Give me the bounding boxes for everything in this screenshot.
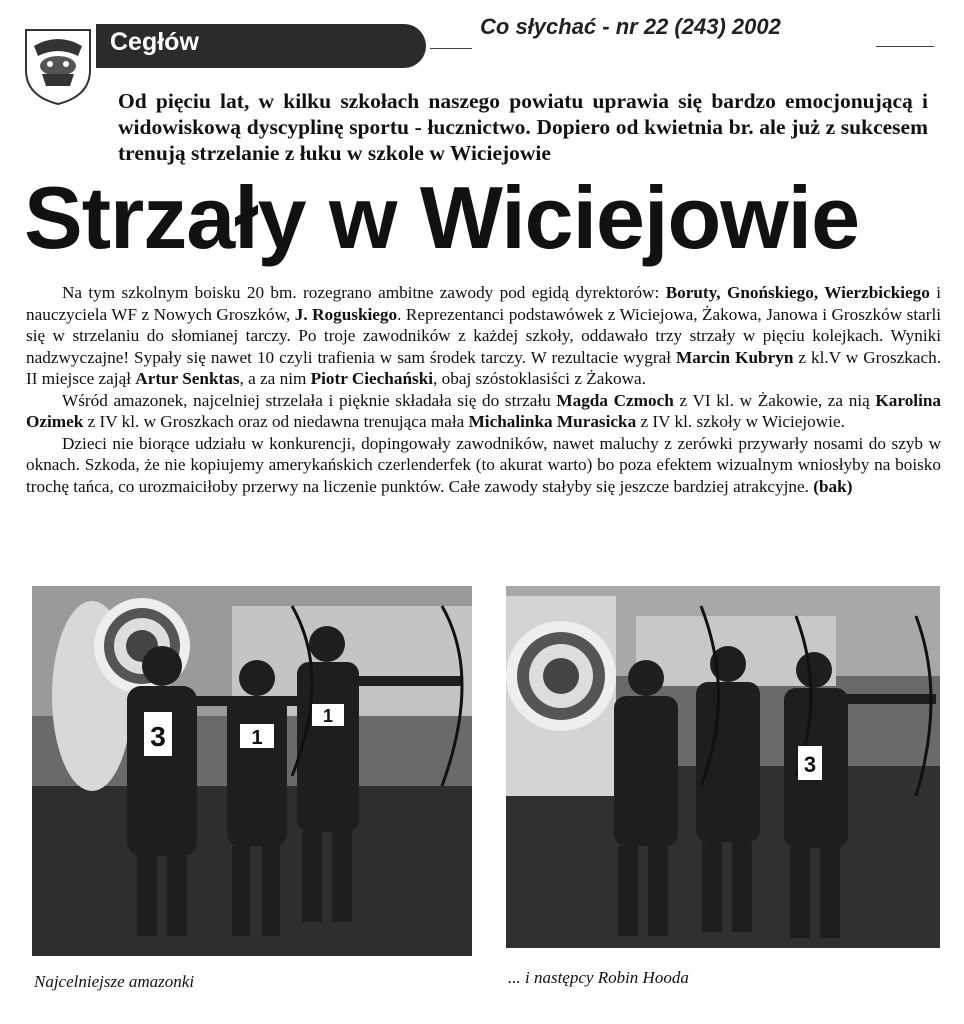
paragraph-1 xyxy=(26,282,941,390)
section-title: Cegłów xyxy=(110,28,199,56)
girl-second-name: Karolina Ozimek xyxy=(26,390,941,431)
text-run: , a za nim xyxy=(239,369,311,388)
coat-of-arms-icon xyxy=(22,26,94,106)
header-rule-right xyxy=(876,46,934,47)
issue-label: Co słychać - nr 22 (243) 2002 xyxy=(480,14,781,39)
article-headline: Strzały w Wiciejowie xyxy=(24,168,860,267)
second-place-name: Artur Senktas xyxy=(135,369,240,388)
director-names: Boruty, Gnońskiego, Wierzbickiego xyxy=(665,283,930,302)
text-run: Na tym szkolnym boisku 20 bm. rozegrano ambitne zawody pod egidą dyrektorów: xyxy=(62,283,666,302)
text-run: , obaj szóstoklasiści z Żakowa. xyxy=(433,369,646,388)
bib-text: 3 xyxy=(150,721,166,752)
bib-text: 1 xyxy=(322,706,334,726)
bib-text: 3 xyxy=(803,752,817,777)
text-run: Wśród amazonek, najcelniej strzelała i pięknie składała się do strzału xyxy=(62,390,557,410)
text-run: Dzieci nie biorące udziału w konkurencji, dopingowały zawodników, nawet maluchy z zerówki przywarły nosami do szyb w oknach. Szkoda, że nie kopiujemy amerykańskich czerlenderfek (to akurat warto) bo poza efektem wizualnym wniosłyby na boisko trochę tańca, co urozmaiciłoby przerwy na liczenie punktów. Całe zawody stałyby się jeszcze bardziej atrakcyjne. xyxy=(26,433,941,496)
text-run: z IV kl. w Groszkach oraz od niedawna trenująca mała xyxy=(83,412,469,431)
article-body xyxy=(26,282,941,497)
text-run: . Reprezentanci podstawówek z Wiciejowa, Żakowa, Janowa i Groszków starli się w strzelaniu do słomianej tarczy. Po troje zawodników z każdej szkoły, oddawało trzy strzały w pięciu kolejkach. Wyniki nadzwyczajne! Sypały się nawet 10 czyli trafienia w sam środek tarczy. W rezultacie wygrał xyxy=(26,304,942,367)
header-rule-left xyxy=(430,48,472,49)
photo-archer-girls xyxy=(32,586,472,956)
text-run: z kl.V w Groszkach. II miejsce zajął xyxy=(26,347,941,388)
teacher-name: J. Roguskiego xyxy=(294,304,398,324)
text-run: z VI kl. w Żakowie, za nią xyxy=(673,390,876,410)
text-run: z IV kl. szkoły w Wiciejowie. xyxy=(636,412,845,431)
girl-winner-name: Magda Czmoch xyxy=(556,390,674,410)
author-signature: (bak) xyxy=(813,476,853,496)
third-place-name: Piotr Ciechański xyxy=(310,369,434,388)
girl-third-name: Michalinka Murasicka xyxy=(468,412,637,431)
article-lead: Od pięciu lat, w kilku szkołach naszego powiatu uprawia się bardzo emocjonującą i widowiskową dyscyplinę sportu - łucznictwo. Dopiero od kwietnia br. ale już z sukcesem trenują strzelanie z łuku w szkole w Wiciejowie xyxy=(118,89,928,165)
paragraph-3 xyxy=(26,433,941,498)
photo-caption-2: ... i następcy Robin Hooda xyxy=(508,968,689,987)
winner-name: Marcin Kubryn xyxy=(676,347,794,367)
text-run: i nauczyciela WF z Nowych Groszków, xyxy=(26,283,942,324)
archery-target xyxy=(506,621,616,731)
photo-archer-boys xyxy=(506,586,940,948)
photo-caption-1: Najcelniejsze amazonki xyxy=(34,972,195,991)
bib-text: 1 xyxy=(251,727,263,749)
paragraph-2 xyxy=(26,390,941,433)
